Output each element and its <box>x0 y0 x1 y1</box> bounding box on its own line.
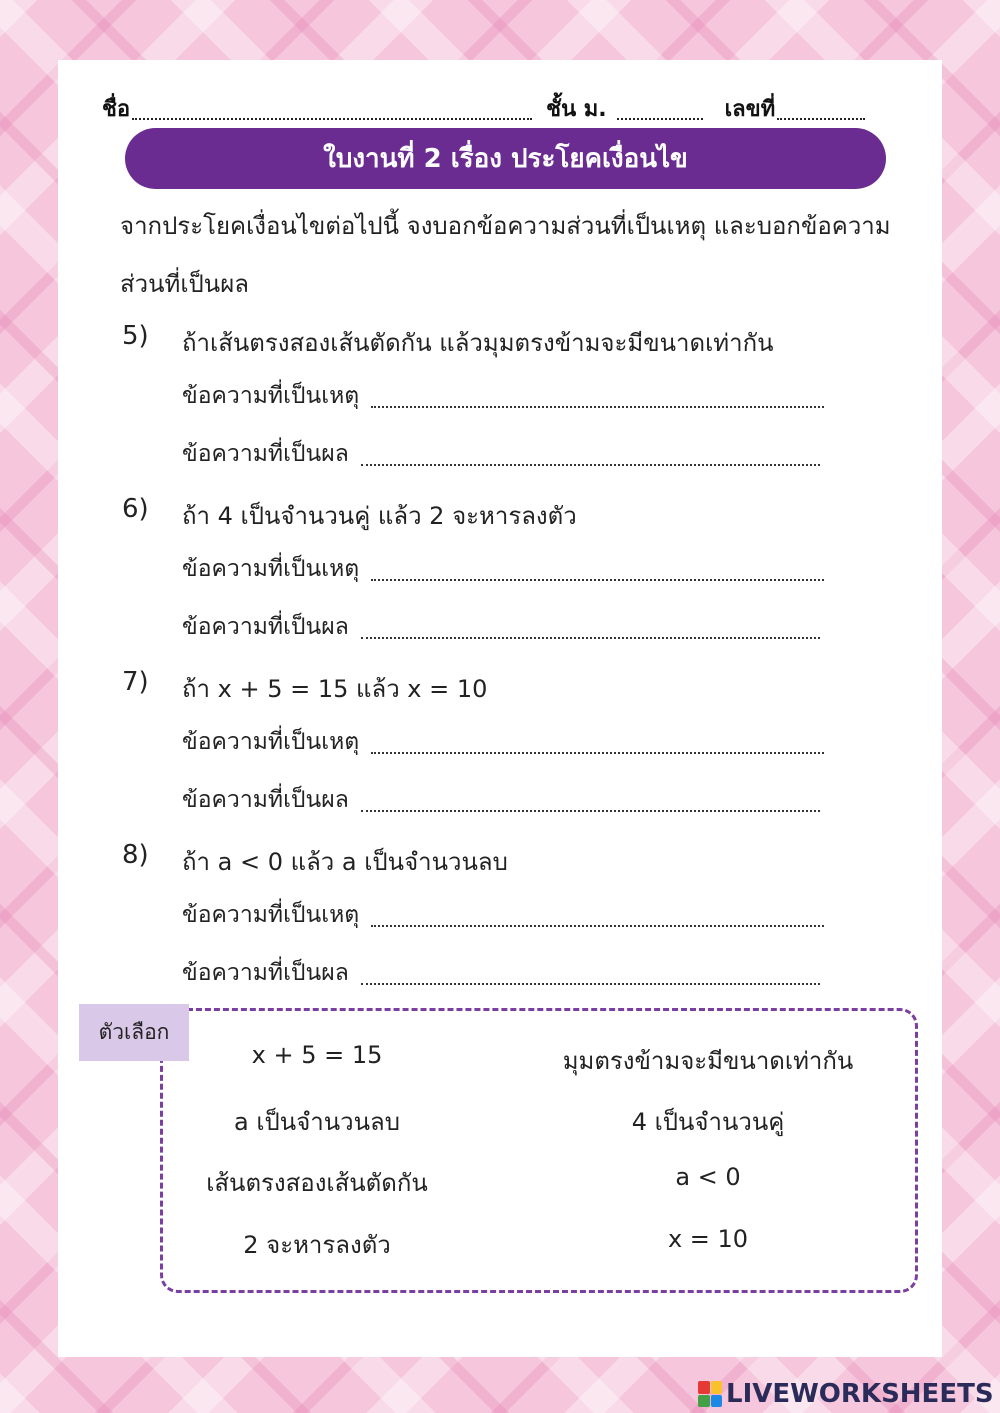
instructions-line-1: จากประโยคเงื่อนไขต่อไปนี้ จงบอกข้อความส่วนที่เป็นเหตุ และบอกข้อความ <box>120 212 891 240</box>
student-info-header <box>102 92 877 126</box>
answer-cause-row <box>182 895 824 935</box>
choice-option[interactable]: เส้นตรงสองเส้นตัดกัน <box>206 1169 428 1197</box>
choice-option[interactable]: x + 5 = 15 <box>251 1041 383 1069</box>
effect-answer-input[interactable] <box>375 442 824 470</box>
question-text: ถ้า a < 0 แล้ว a เป็นจำนวนลบ <box>182 848 508 876</box>
question-text: ถ้า 4 เป็นจำนวนคู่ แล้ว 2 จะหารลงตัว <box>182 502 577 530</box>
answer-effect-row <box>182 434 824 474</box>
answer-cause-row <box>182 722 824 762</box>
class-label: ชั้น ม. <box>546 97 607 122</box>
cause-label: ข้อความที่เป็นเหตุ <box>182 383 360 409</box>
answer-effect-row <box>182 953 824 993</box>
choice-option[interactable]: 2 จะหารลงตัว <box>243 1231 391 1259</box>
question-number: 8) <box>122 840 149 870</box>
choice-option[interactable]: มุมตรงข้ามจะมีขนาดเท่ากัน <box>562 1047 854 1075</box>
question-text: ถ้าเส้นตรงสองเส้นตัดกัน แล้วมุมตรงข้ามจะมีขนาดเท่ากัน <box>182 329 774 357</box>
choice-option[interactable]: a เป็นจำนวนลบ <box>234 1108 400 1136</box>
choice-option[interactable]: 4 เป็นจำนวนคู่ <box>631 1108 785 1136</box>
cause-label: ข้อความที่เป็นเหตุ <box>182 729 360 755</box>
cause-answer-input[interactable] <box>375 730 824 758</box>
answer-effect-row <box>182 780 824 820</box>
cause-answer-input[interactable] <box>375 557 824 585</box>
effect-label: ข้อความที่เป็นผล <box>182 441 349 467</box>
number-label: เลขที่ <box>724 97 776 122</box>
liveworksheets-logo <box>698 1378 994 1410</box>
name-label: ชื่อ <box>102 97 131 122</box>
instructions-line-2: ส่วนที่เป็นผล <box>120 270 249 298</box>
answer-cause-row <box>182 376 824 416</box>
effect-label: ข้อความที่เป็นผล <box>182 960 349 986</box>
choice-option[interactable]: x = 10 <box>667 1225 749 1253</box>
cause-label: ข้อความที่เป็นเหตุ <box>182 902 360 928</box>
choices-label: ตัวเลือก <box>79 1004 189 1061</box>
effect-answer-input[interactable] <box>375 961 824 989</box>
name-field[interactable] <box>132 110 532 120</box>
choice-option[interactable]: a < 0 <box>675 1163 741 1191</box>
answer-effect-row <box>182 607 824 647</box>
answer-cause-row <box>182 549 824 589</box>
question-text: ถ้า x + 5 = 15 แล้ว x = 10 <box>182 675 488 703</box>
question-number: 6) <box>122 494 149 524</box>
brand-name: LIVEWORKSHEETS <box>726 1379 994 1409</box>
cause-label: ข้อความที่เป็นเหตุ <box>182 556 360 582</box>
effect-answer-input[interactable] <box>375 788 824 816</box>
question-number: 7) <box>122 667 149 697</box>
number-field[interactable] <box>777 110 865 120</box>
cause-answer-input[interactable] <box>375 384 824 412</box>
worksheet-title: ใบงานที่ 2 เรื่อง ประโยคเงื่อนไข <box>125 128 886 189</box>
question-number: 5) <box>122 321 149 351</box>
class-field[interactable] <box>617 110 703 120</box>
effect-label: ข้อความที่เป็นผล <box>182 787 349 813</box>
cause-answer-input[interactable] <box>375 903 824 931</box>
effect-answer-input[interactable] <box>375 615 824 643</box>
effect-label: ข้อความที่เป็นผล <box>182 614 349 640</box>
liveworksheets-logo-icon <box>698 1381 722 1407</box>
